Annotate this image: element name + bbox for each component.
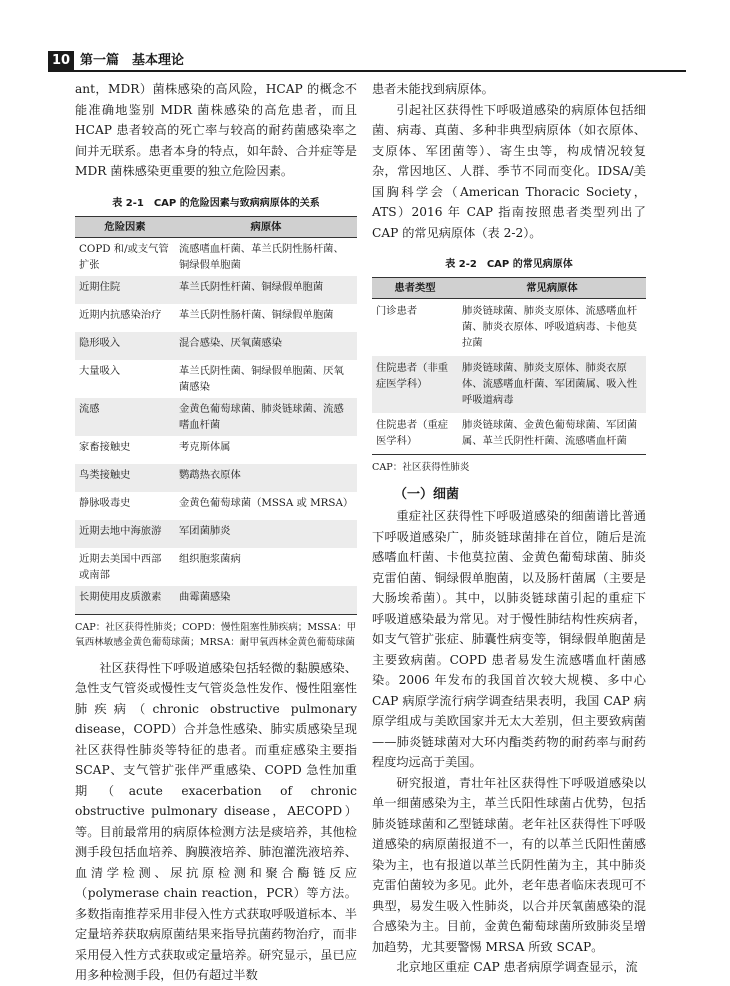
table-row — [75, 436, 357, 464]
right-paragraph-2: 引起社区获得性下呼吸道感染的病原体包括细菌、病毒、真菌、多种非典型病原体（如衣原体、支原体、军团菌等）、寄生虫等，构成情况较复杂，常因地区、人群、季节不同而变化。IDSA/美国胸科学会（American Thoracic Society，ATS）2016 年 CAP 指南按照患者类型列出了 CAP 的常见病原体（表 2-2）。 — [372, 102, 646, 240]
risk-factor-cell: 鸟类接触史 — [79, 468, 131, 481]
table-row — [372, 413, 646, 455]
table-row — [75, 548, 357, 586]
pathogen-cell: 革兰氏阴性肠杆菌、铜绿假单胞菌 — [179, 308, 334, 321]
pathogen-cell: 金黄色葡萄球菌、肺炎链球菌、流感嗜血杆菌 — [179, 402, 344, 431]
table-2-caption: 表 2-2 CAP 的常见病原体 — [445, 259, 573, 270]
left-column — [75, 79, 357, 986]
page-header — [0, 0, 730, 72]
table-row — [75, 520, 357, 548]
pathogen-cell: 肺炎链球菌、肺炎支原体、流感嗜血杆菌、肺炎衣原体、呼吸道病毒、卡他莫拉菌 — [462, 305, 638, 349]
pathogen-cell: 考克斯体属 — [179, 440, 231, 453]
risk-factor-cell: 近期内抗感染治疗 — [79, 308, 162, 321]
risk-factor-cell: COPD 和/或支气管扩张 — [79, 242, 169, 271]
risk-factor-cell: 静脉吸毒史 — [79, 496, 131, 509]
pathogen-cell: 曲霉菌感染 — [175, 586, 357, 615]
patient-type-cell: 住院患者（重症医学科） — [372, 413, 458, 455]
pathogen-cell: 革兰氏阴性菌、铜绿假单胞菌、厌氧菌感染 — [179, 364, 344, 393]
pathogen-cell: 混合感染、厌氧菌感染 — [179, 336, 282, 349]
table-1-header-risk: 危险因素 — [75, 216, 175, 237]
pathogen-cell: 组织胞浆菌病 — [179, 552, 241, 565]
risk-factor-cell: 家畜接触史 — [79, 440, 131, 453]
table-1-footnote: CAP：社区获得性肺炎；COPD：慢性阻塞性肺疾病；MSSA：甲氧西林敏感金黄色葡萄球菌；MRSA：耐甲氧西林金黄色葡萄球菌 — [75, 621, 357, 648]
patient-type-cell: 住院患者（非重症医学科） — [376, 362, 449, 390]
table-2 — [372, 277, 646, 455]
table-2-header-pathogen: 常见病原体 — [458, 278, 646, 299]
pathogen-cell: 肺炎链球菌、金黄色葡萄球菌、军团菌属、革兰氏阴性杆菌、流感嗜血杆菌 — [458, 413, 646, 455]
risk-factor-cell: 大量吸入 — [79, 364, 121, 377]
table-row — [75, 586, 357, 615]
risk-factor-cell: 近期去地中海旅游 — [79, 524, 162, 537]
patient-type-cell: 门诊患者 — [376, 305, 418, 317]
left-paragraph-1: ant，MDR）菌株感染的高风险，HCAP 的概念不能准确地鉴别 MDR 菌株感染的高危患者，而且 HCAP 患者较高的死亡率与较高的耐药菌感染率之间并无联系。患者本身的特点，如年龄、合并症等是 MDR 菌株感染更重要的独立危险因素。 — [75, 82, 357, 178]
risk-factor-cell: 流感 — [79, 402, 100, 415]
table-1-header-pathogen: 病原体 — [175, 216, 357, 237]
right-paragraph-1: 患者未能找到病原体。 — [372, 82, 494, 96]
right-column — [372, 79, 646, 978]
table-1 — [75, 216, 357, 615]
table-row — [75, 276, 357, 304]
table-2-header-patient: 患者类型 — [372, 278, 458, 299]
pathogen-cell: 金黄色葡萄球菌（MSSA 或 MRSA） — [179, 496, 354, 509]
table-row — [75, 237, 357, 276]
table-row — [75, 464, 357, 492]
right-paragraph-5: 北京地区重症 CAP 患者病原学调查显示，流 — [396, 960, 638, 974]
pathogen-cell: 流感嗜血杆菌、革兰氏阴性肠杆菌、铜绿假单胞菌 — [179, 242, 344, 271]
pathogen-cell: 革兰氏阴性杆菌、铜绿假单胞菌 — [179, 280, 324, 293]
table-row — [75, 304, 357, 332]
right-paragraph-4: 研究报道，青壮年社区获得性下呼吸道感染以单一细菌感染为主，革兰氏阳性球菌占优势，包括肺炎链球菌和乙型链球菌。老年社区获得性下呼吸道感染的病原菌报道不一，有的以革兰氏阳性菌感染为主，也有报道以革兰氏阴性菌为主，其中肺炎克雷伯菌较为多见。此外，老年患者临床表现可不典型，易发生吸入性肺炎，以合并厌氧菌感染的混合感染为主。目前，金黄色葡萄球菌所致肺炎呈增加趋势，尤其要警惕 MRSA 所致 SCAP。 — [372, 775, 646, 954]
page-number: 10 — [48, 51, 74, 70]
table-row — [75, 360, 357, 398]
table-row — [372, 356, 646, 413]
section-heading-bacteria: （一）细菌 — [394, 487, 460, 502]
risk-factor-cell: 近期住院 — [79, 280, 121, 293]
risk-factor-cell: 隐形吸入 — [79, 336, 121, 349]
table-row — [75, 398, 357, 436]
pathogen-cell: 军团菌肺炎 — [179, 524, 231, 537]
running-title: 第一篇 基本理论 — [80, 53, 185, 68]
table-row — [75, 332, 357, 360]
table-row — [372, 299, 646, 357]
table-row — [75, 492, 357, 520]
table-2-footnote: CAP：社区获得性肺炎 — [372, 462, 470, 473]
right-paragraph-3: 重症社区获得性下呼吸道感染的细菌谱比普通下呼吸道感染广，肺炎链球菌排在首位，随后是流感嗜血杆菌、卡他莫拉菌、金黄色葡萄球菌、肺炎克雷伯菌、铜绿假单胞菌，以及肠杆菌属（主要是大肠埃希菌）。其中，以肺炎链球菌引起的重症下呼吸道感染最为常见。对于慢性肺结构性疾病者，如支气管扩张症、肺囊性病变等，铜绿假单胞菌是主要致病菌。COPD 患者易发生流感嗜血杆菌感染。2006 年发布的我国首次较大规模、多中心 CAP 病原学流行病学调查结果表明，我国 CAP 病原学组成与美欧国家并无太大差别，但主要致病菌——肺炎链球菌对大环内酯类药物的耐药率与耐药程度均远高于美国。 — [372, 509, 646, 769]
pathogen-cell: 鹦鹉热衣原体 — [179, 468, 241, 481]
table-1-header-row — [75, 216, 357, 237]
risk-factor-cell: 近期去美国中西部或南部 — [79, 552, 162, 581]
table-1-caption: 表 2-1 CAP 的危险因素与致病病原体的关系 — [112, 197, 320, 209]
left-paragraph-2: 社区获得性下呼吸道感染包括轻微的黏膜感染、急性支气管炎或慢性支气管炎急性发作、慢性阻塞性肺疾病（chronic obstructive pulmonary disease，COPD）合并急性感染、肺实质感染呈现社区获得性肺炎等特征的患者。而重症感染主要指 SCAP、支气管扩张伴严重感染、COPD 急性加重期（acute exacerbation of chronic obstructive pulmonary disease，AECOPD）等。目前最常用的病原体检测方法是痰培养，其他检测手段包括血培养、胸膜液培养、肺泡灌洗液培养、血清学检测、尿抗原检测和聚合酶链反应（polymerase chain reaction，PCR）等方法。多数指南推荐采用非侵入性方式获取呼吸道标本、半定量培养获取病原菌结果来指导抗菌药物治疗，而非采用侵入性方式获取或定量培养。研究显示，虽已应用多种检测手段，但仍有超过半数 — [75, 660, 357, 982]
risk-factor-cell: 长期使用皮质激素 — [75, 586, 175, 615]
header-rule — [48, 70, 686, 72]
table-2-header-row — [372, 278, 646, 299]
pathogen-cell: 肺炎链球菌、肺炎支原体、肺炎衣原体、流感嗜血杆菌、军团菌属、吸入性呼吸道病毒 — [462, 362, 638, 406]
